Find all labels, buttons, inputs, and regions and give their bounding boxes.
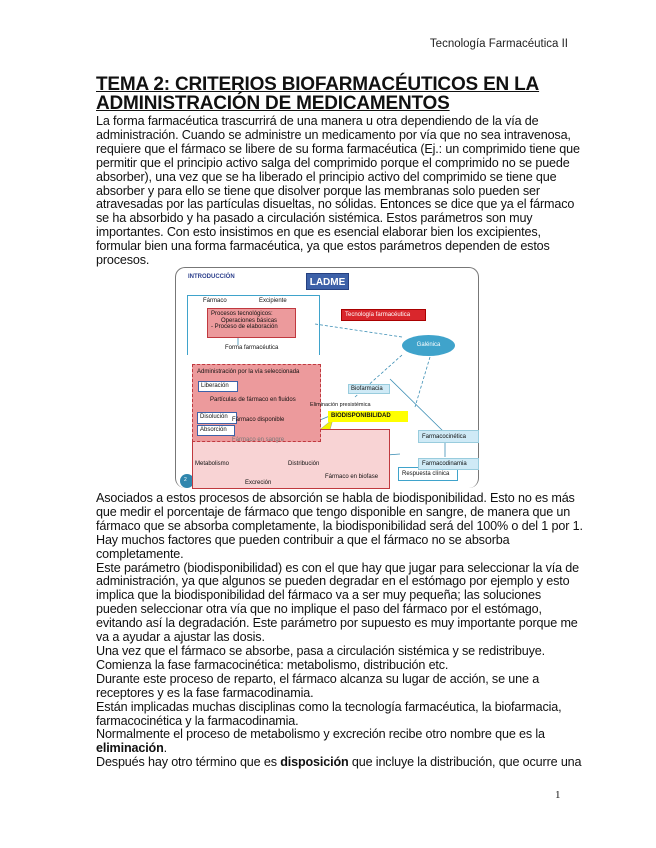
text-line: Una vez que el fármaco se absorbe, pasa a circulación sistémica y se redistribuye. [96, 643, 545, 658]
text-line: absorber y para ello se tiene que disolver porque las membranas solo pueden ser [96, 183, 540, 198]
text-line: evitando así la degradación. Este parámetro por supuesto es muy importante porque me [96, 616, 578, 631]
diagram-label: Fármaco disponible [232, 417, 285, 423]
diagram-label: Excreción [245, 480, 272, 486]
text-line: farmacocinética y la farmacodinamia. [96, 713, 299, 728]
text-line: administración, ya que algunos se pueden degradar en el estómago por ejemplo y esto [96, 574, 570, 589]
diagram-label: Partículas de fármaco en fluidos [210, 397, 296, 403]
diagram-label: Procesos tecnológicos: [211, 311, 273, 317]
bold-term: eliminación [96, 741, 164, 756]
diagram-label: Fármaco en sangre [232, 437, 285, 443]
text-line: absorber), una vez que se ha liberado el principio activo del comprimido se tiene que [96, 169, 557, 184]
diagram-label: Excipiente [259, 298, 287, 304]
title-line: TEMA 2: CRITERIOS BIOFARMACÉUTICOS EN LA [96, 74, 540, 95]
text-line: va a ayudar a ajustar las dosis. [96, 630, 265, 645]
text-line: se ha absorbido y ha pasado a circulación sistémica. Estos parámetros son muy [96, 211, 533, 226]
absorcion-box: Absorción [197, 425, 235, 436]
text-line: Asociados a estos procesos de absorción se habla de biodisponibilidad. Esto no es más [96, 491, 575, 505]
biodisponibilidad-box: BIODISPONIBILIDAD [328, 411, 408, 422]
respuesta-clinica-box: Respuesta clínica [398, 467, 458, 481]
page-number: 1 [555, 789, 561, 801]
text-line: receptores y es la fase farmacodinamia. [96, 685, 314, 700]
text-line: importantes. Con esto insistimos en que es esencial elaborar bien los excipientes, [96, 225, 541, 240]
tecnologia-box: Tecnología farmacéutica [341, 309, 426, 321]
text-line: que medir el porcentaje de fármaco que tengo disponible en sangre, de manera que un [96, 504, 571, 519]
text-line: La forma farmacéutica trascurrirá de una manera u otra dependiendo de la vía de [96, 114, 539, 128]
diagram-intro-label: INTRODUCCIÓN [188, 274, 235, 280]
text-line: permitir que el principio activo salga del comprimido porque el comprimido no se puede [96, 155, 570, 170]
diagram-label: Metabolismo [195, 461, 230, 467]
text-line: Hay muchos factores que pueden contribuir a que el fármaco no se absorba [96, 532, 510, 547]
running-header: Tecnología Farmacéutica II [429, 38, 568, 50]
disolucion-box: Disolución [197, 412, 237, 424]
text-fragment: que incluye la distribución, que ocurre una [348, 755, 582, 770]
diagram-label: Administración por la vía seleccionada [197, 369, 300, 375]
text-line: completamente. [96, 546, 184, 561]
paragraph-body [96, 492, 583, 770]
farmacodinamia-box: Farmacodinamia [418, 458, 479, 470]
galenica-ellipse: Galénica [402, 335, 455, 356]
bold-term: disposición [280, 755, 349, 770]
diagram-label: - Proceso de elaboración [211, 324, 278, 331]
ladme-badge: LADME [306, 273, 349, 290]
page-title [96, 76, 539, 113]
text-line: procesos. [96, 253, 150, 268]
text-line: implica que la biodisponibilidad del fármaco va a ser muy pequeña; las soluciones [96, 588, 541, 603]
text-line: Durante este proceso de reparto, el fármaco alcanza su lugar de acción, se une a [96, 671, 540, 686]
text-line [96, 756, 583, 770]
text-line: formular bien una forma farmacéutica, ya que estos parámetros dependen de estos [96, 239, 550, 254]
diagram-label: Operaciones básicas [221, 317, 278, 324]
text-fragment: . [163, 741, 167, 756]
farmacocinetica-box: Farmacocinética [418, 430, 479, 443]
paragraph-intro [96, 115, 580, 268]
text-line: atravesadas por las partículas disueltas, no sólidas. Entonces se dice que ya el fármaco [96, 197, 575, 212]
text-fragment: Después hay otro término que es [96, 755, 281, 770]
diagram-label: Eliminación presistémica [310, 402, 371, 408]
diagram-label: Forma farmacéutica [225, 345, 279, 351]
diagram-label: Fármaco [203, 298, 227, 304]
liberacion-box: Liberación [198, 381, 238, 392]
text-line: requiere que el fármaco se libere de su forma farmacéutica (Ej.: un comprimido tiene que [96, 141, 580, 156]
text-line: administración. Cuando se administre un medicamento por vía que no sea intravenosa, [96, 127, 571, 142]
ladme-diagram [175, 267, 479, 489]
diagram-label: Distribución [288, 461, 320, 467]
title-line: ADMINISTRACIÓN DE MEDICAMENTOS [96, 92, 450, 114]
text-line: Normalmente el proceso de metabolismo y excreción recibe otro nombre que es la [96, 727, 545, 742]
diagram-label: Fármaco en biofase [325, 474, 379, 480]
text-line [96, 742, 583, 756]
text-line: Este parámetro (biodisponibilidad) es con el que hay que jugar para seleccionar la vía de [96, 560, 580, 575]
text-line: Están implicadas muchas disciplinas como la tecnología farmacéutica, la biofarmacia, [96, 699, 562, 714]
slide-number: 2 [184, 477, 187, 483]
text-line: Comienza la fase farmacocinética: metabolismo, distribución etc. [96, 657, 449, 672]
text-line: pueden seleccionar otra vía que no implique el paso del fármaco por el estómago, [96, 602, 542, 617]
text-line: fármaco que se absorba completamente, la biodisponibilidad será del 100% o del 1 por 1. [96, 518, 583, 533]
biofarmacia-box: Biofarmacia [348, 384, 390, 394]
